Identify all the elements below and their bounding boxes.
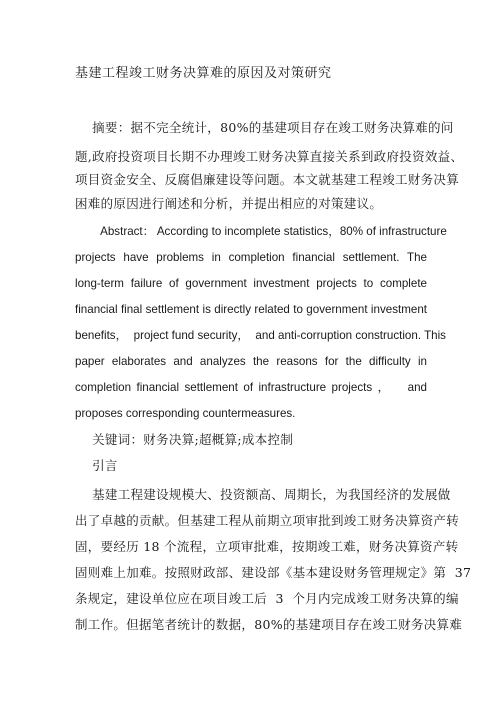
- document-title: 基建工程竣工财务决算难的原因及对策研究: [75, 66, 332, 81]
- abstract-en-line: projects have problems in completion financial settlement. The: [75, 251, 427, 264]
- abstract-en-line: benefits， project fund security， and anti-corruption construction. This: [75, 329, 446, 342]
- abstract-zh-line: 困难的原因进行阐述和分析，并提出相应的对策建议。: [75, 196, 383, 211]
- body-line: 制工作。但据笔者统计的数据，80%的基建项目存在竣工财务决算难: [75, 617, 463, 632]
- body-line: 基建工程建设规模大、投资额高、周期长，为我国经济的发展做: [75, 487, 451, 502]
- abstract-en-line: paper elaborates and analyzes the reasons for the difficulty in: [75, 355, 427, 368]
- section-heading-intro: 引言: [75, 458, 118, 473]
- abstract-en-line: proposes corresponding countermeasures.: [75, 407, 296, 420]
- body-line: 固，要经历 18 个流程，立项审批难，按期竣工难，财务决算资产转: [75, 539, 459, 554]
- abstract-en-line: Abstract： According to incomplete statistics，80% of infrastructure: [75, 225, 447, 238]
- keywords-line: 关键词：财务决算;超概算;成本控制: [75, 432, 294, 447]
- abstract-en-line: financial final settlement is directly related to government investment: [75, 303, 427, 316]
- abstract-zh-line: 项目资金安全、反腐倡廉建设等问题。本文就基建工程竣工财务决算: [75, 172, 460, 187]
- abstract-en-line: long-term failure of government investment projects to complete: [75, 277, 427, 290]
- body-line: 固则难上加难。按照财政部、建设部《基本建设财务管理规定》第 37: [75, 565, 472, 580]
- body-line: 条规定，建设单位应在项目竣工后 3 个月内完成竣工财务决算的编: [75, 591, 459, 606]
- abstract-zh-line: 题,政府投资项目长期不办理竣工财务决算直接关系到政府投资效益、: [75, 149, 464, 164]
- abstract-zh-line: 摘要：据不完全统计，80%的基建项目存在竣工财务决算难的问: [75, 120, 454, 135]
- body-line: 出了卓越的贡献。但基建工程从前期立项审批到竣工财务决算资产转: [75, 513, 460, 528]
- abstract-en-line: completion financial settlement of infrastructure projects ， and: [75, 381, 427, 394]
